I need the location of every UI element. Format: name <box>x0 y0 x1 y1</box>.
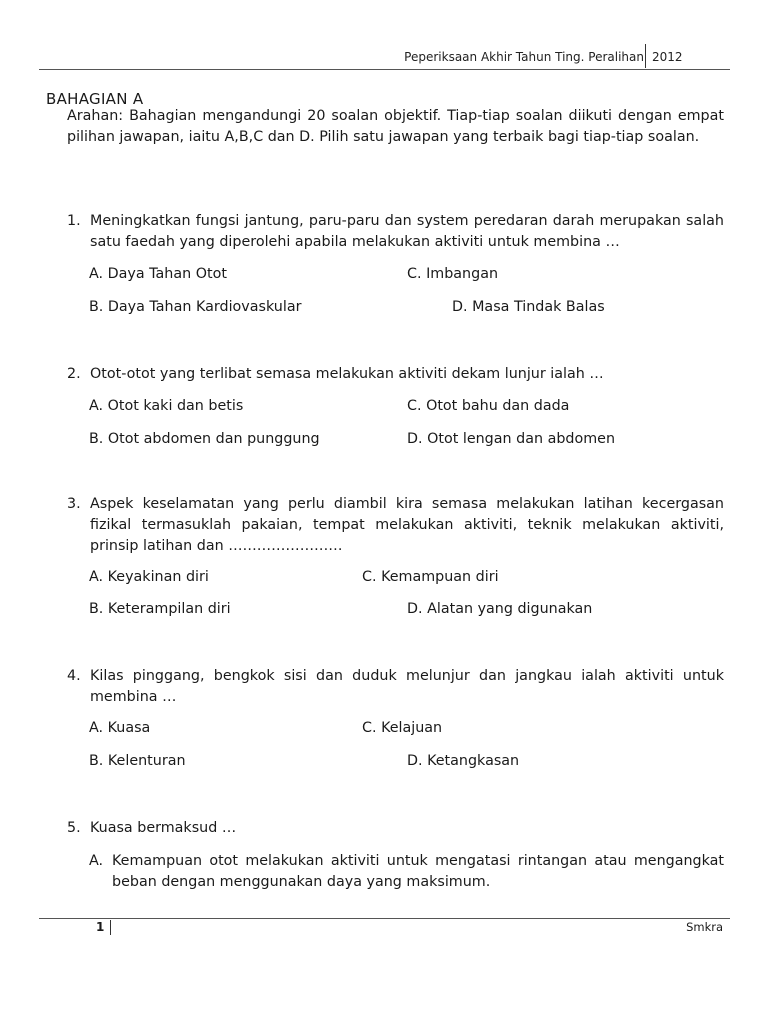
question-text: Aspek keselamatan yang perlu diambil kira semasa melakukan latihan kecergasan fizikal termasuklah pakaian, tempat melakukan aktiviti, teknik melakukan aktiviti, prinsip latihan dan …………………… <box>90 496 724 554</box>
section-title: BAHAGIAN A <box>46 90 144 108</box>
question-3 <box>67 494 724 557</box>
question-1 <box>67 211 724 253</box>
q4-option-c[interactable]: C. Kelajuan <box>362 720 443 736</box>
q1-option-d[interactable]: D. Masa Tindak Balas <box>452 299 605 315</box>
q2-option-d[interactable]: D. Otot lengan dan abdomen <box>407 431 616 447</box>
page-number: 1 <box>96 920 105 934</box>
q4-option-a[interactable]: A. Kuasa <box>89 720 151 736</box>
exam-title: Peperiksaan Akhir Tahun Ting. Peralihan <box>404 50 644 64</box>
q3-option-b[interactable]: B. Keterampilan diri <box>89 601 231 617</box>
question-5 <box>67 818 724 839</box>
header-divider <box>645 44 646 68</box>
exam-year: 2012 <box>652 50 683 64</box>
q2-option-b[interactable]: B. Otot abdomen dan punggung <box>89 431 320 447</box>
question-number: 4. <box>67 668 81 684</box>
header-rule <box>39 69 730 70</box>
question-2 <box>67 364 724 385</box>
footer-divider <box>110 920 111 935</box>
q3-option-d[interactable]: D. Alatan yang digunakan <box>407 601 593 617</box>
q1-option-b[interactable]: B. Daya Tahan Kardiovaskular <box>89 299 302 315</box>
question-number: 2. <box>67 366 81 382</box>
option-text: Kemampuan otot melakukan aktiviti untuk mengatasi rintangan atau mengangkat beban dengan menggunakan daya yang maksimum. <box>112 853 724 890</box>
option-letter: A. <box>89 853 104 869</box>
q1-option-a[interactable]: A. Daya Tahan Otot <box>89 266 227 282</box>
q3-option-a[interactable]: A. Keyakinan diri <box>89 569 209 585</box>
section-instructions: Arahan: Bahagian mengandungi 20 soalan objektif. Tiap-tiap soalan diikuti dengan empat pilihan jawapan, iaitu A,B,C dan D. Pilih satu jawapan yang terbaik bagi tiap-tiap soalan. <box>67 108 724 145</box>
question-text: Otot-otot yang terlibat semasa melakukan aktiviti dekam lunjur ialah … <box>90 366 604 382</box>
q2-option-a[interactable]: A. Otot kaki dan betis <box>89 398 244 414</box>
question-number: 1. <box>67 213 81 229</box>
question-4 <box>67 666 724 708</box>
question-number: 3. <box>67 496 81 512</box>
q3-option-c[interactable]: C. Kemampuan diri <box>362 569 499 585</box>
question-text: Meningkatkan fungsi jantung, paru-paru dan system peredaran darah merupakan salah satu faedah yang diperolehi apabila melakukan aktiviti untuk membina … <box>90 213 724 250</box>
q2-option-c[interactable]: C. Otot bahu dan dada <box>407 398 570 414</box>
school-code: Smkra <box>686 920 723 934</box>
q5-option-a[interactable] <box>89 851 724 893</box>
question-number: 5. <box>67 820 81 836</box>
q4-option-d[interactable]: D. Ketangkasan <box>407 753 520 769</box>
q1-option-c[interactable]: C. Imbangan <box>407 266 499 282</box>
q4-option-b[interactable]: B. Kelenturan <box>89 753 186 769</box>
question-text: Kuasa bermaksud … <box>90 820 237 836</box>
footer-rule <box>39 918 730 919</box>
question-text: Kilas pinggang, bengkok sisi dan duduk melunjur dan jangkau ialah aktiviti untuk membina … <box>90 668 724 705</box>
